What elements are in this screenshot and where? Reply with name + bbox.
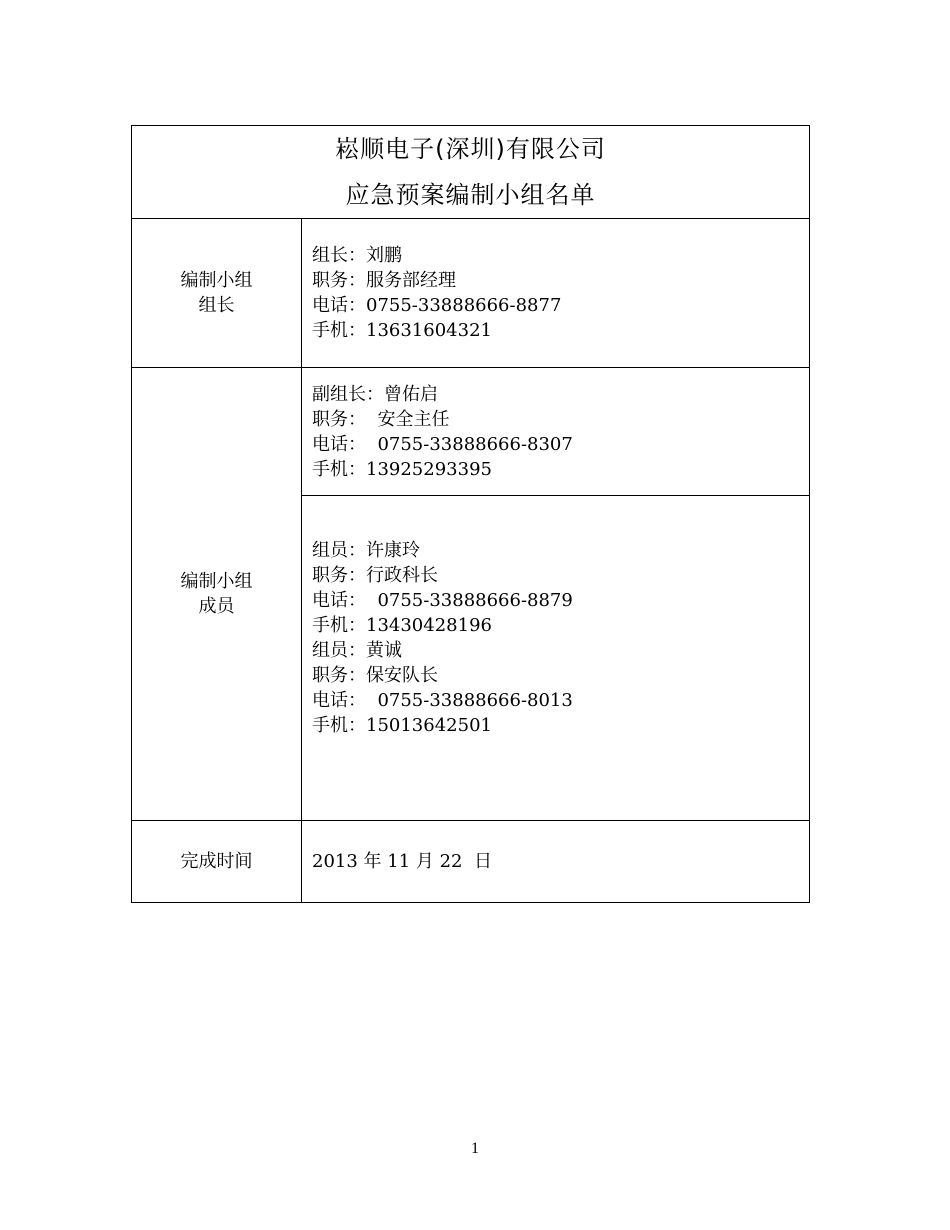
- leader-name: 组长：刘鹏: [312, 245, 402, 266]
- member1-mobile: 手机：13430428196: [312, 615, 492, 636]
- completion-label: 完成时间: [180, 851, 253, 872]
- leader-label-line1: 编制小组: [180, 270, 253, 291]
- roster-table: [131, 125, 810, 903]
- member2-position: 职务：保安队长: [312, 665, 438, 686]
- document-title: 应急预案编制小组名单: [345, 181, 596, 209]
- deputy-info-cell: [302, 368, 810, 496]
- leader-mobile: 手机：13631604321: [312, 320, 492, 341]
- members-label-line1: 编制小组: [180, 571, 253, 592]
- completion-date: 2013 年 11 月 22 日: [312, 851, 492, 872]
- leader-position: 职务：服务部经理: [312, 270, 456, 291]
- completion-row: [132, 821, 810, 903]
- members-info-cell: [302, 496, 810, 821]
- member2-phone: 电话： 0755-33888666-8013: [312, 690, 573, 711]
- leader-label-cell: [132, 219, 302, 368]
- leader-phone: 电话：0755-33888666-8877: [312, 295, 562, 316]
- deputy-mobile: 手机：13925293395: [312, 458, 492, 480]
- member2-name: 组员：黄诚: [312, 640, 402, 661]
- members-label-line2: 成员: [198, 596, 235, 617]
- deputy-phone: 电话： 0755-33888666-8307: [312, 433, 573, 455]
- leader-label-line2: 组长: [198, 295, 235, 316]
- completion-value-cell: [302, 821, 810, 903]
- member2-mobile: 手机：15013642501: [312, 715, 492, 736]
- member1-name: 组员：许康玲: [312, 540, 420, 561]
- deputy-name: 副组长：曾佑启: [312, 383, 438, 405]
- title-cell: [132, 126, 810, 219]
- page-number: 1: [471, 1140, 479, 1157]
- completion-label-cell: [132, 821, 302, 903]
- company-title: 崧顺电子(深圳)有限公司: [335, 135, 606, 163]
- leader-info-cell: [302, 219, 810, 368]
- deputy-position: 职务： 安全主任: [312, 408, 450, 430]
- leader-row: [132, 219, 810, 368]
- members-label-cell: [132, 368, 302, 821]
- member1-position: 职务：行政科长: [312, 565, 438, 586]
- deputy-row: [132, 368, 810, 496]
- title-row: [132, 126, 810, 219]
- member1-phone: 电话： 0755-33888666-8879: [312, 590, 573, 611]
